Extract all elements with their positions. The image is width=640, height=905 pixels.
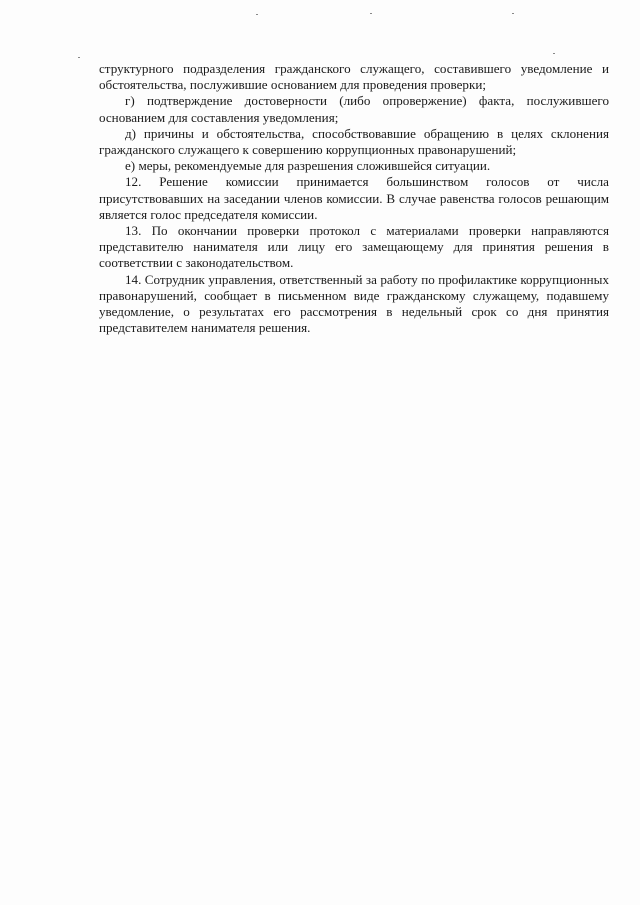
scan-speck (256, 14, 258, 15)
document-body (99, 61, 609, 336)
scan-speck (553, 53, 555, 54)
paragraph-item-g: г) подтверждение достоверности (либо опровержение) факта, послужившего основанием для составления уведомления; (99, 93, 609, 125)
scan-speck (78, 57, 80, 58)
paragraph-13: 13. По окончании проверки протокол с материалами проверки направляются представителю нанимателя или лицу его замещающему для принятия решения в соответствии с законодательством. (99, 223, 609, 271)
paragraph-continuation: структурного подразделения гражданского служащего, составившего уведомление и обстоятельства, послужившие основанием для проведения проверки; (99, 61, 609, 93)
scan-speck (512, 13, 514, 14)
paragraph-item-d: д) причины и обстоятельства, способствовавшие обращению в целях склонения гражданского служащего к совершению коррупционных правонарушений; (99, 125, 609, 158)
paragraph-item-e: е) меры, рекомендуемые для разрешения сложившейся ситуации. (125, 158, 491, 174)
scan-speck (370, 13, 372, 14)
paragraph-14: 14. Сотрудник управления, ответственный за работу по профилактике коррупционных правонарушений, сообщает в письменном виде гражданскому служащему, подавшему уведомление, о результатах его рассмотрения в недельный срок со дня принятия представителем нанимателя решения. (99, 271, 609, 336)
paragraph-12: 12. Решение комиссии принимается большинством голосов от числа присутствовавших на заседании членов комиссии. В случае равенства голосов решающим является голос председателя комиссии. (99, 174, 609, 222)
